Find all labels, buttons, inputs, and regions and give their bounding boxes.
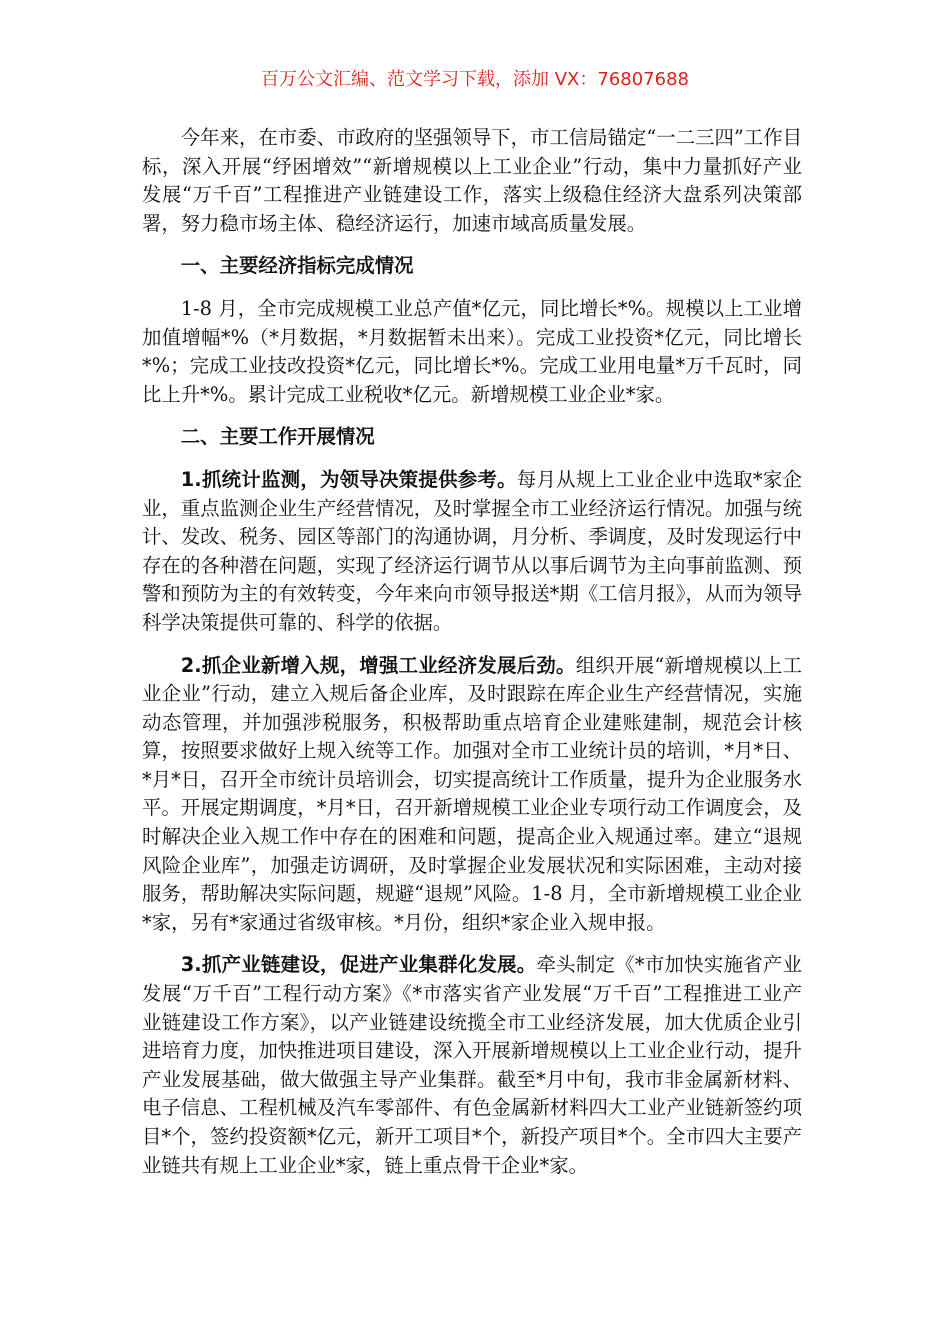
work-item-enterprise bbox=[142, 652, 802, 938]
work-item-lead: 2.抓企业新增入规，增强工业经济发展后劲。 bbox=[180, 653, 576, 677]
work-item-text: 每月从规上工业企业中选取*家企业，重点监测企业生产经营情况，及时掌握全市工业经济运行情况。加强与统计、发改、税务、园区等部门的沟通协调，月分析、季调度，及时发现运行中存在的各种潜在问题，实现了经济运行调节从以事后调节为主向事前监测、预警和预防为主的有效转变，今年来向市领导报送*期《工信月报》，从而为领导科学决策提供可靠的、科学的依据。 bbox=[142, 467, 802, 634]
work-item-text: 牵头制定《*市加快实施省产业发展“万千百”工程行动方案》《*市落实省产业发展“万千百”工程推进工业产业链建设工作方案》，以产业链建设统揽全市工业经济发展，加大优质企业引进培育力度，加快推进项目建设，深入开展新增规模以上工业企业行动，提升产业发展基础，做大做强主导产业集群。截至*月中旬，我市非金属新材料、电子信息、工程机械及汽车零部件、有色金属新材料四大工业产业链新签约项目*个，签约投资额*亿元，新开工项目*个，新投产项目*个。全市四大主要产业链共有规上工业企业*家，链上重点骨干企业*家。 bbox=[142, 953, 802, 1177]
document-body bbox=[142, 124, 802, 1194]
work-item-industry-chain bbox=[142, 951, 802, 1180]
section-heading-indicators: 一、主要经济指标完成情况 bbox=[180, 254, 414, 278]
section-heading-work: 二、主要工作开展情况 bbox=[180, 425, 375, 449]
intro-paragraph: 今年来，在市委、市政府的坚强领导下，市工信局锚定“一二三四”工作目标，深入开展“纾困增效”“新增规模以上工业企业”行动，集中力量抓好产业发展“万千百”工程推进产业链建设工作，落实上级稳住经济大盘系列决策部署，努力稳市场主体、稳经济运行，加速市域高质量发展。 bbox=[142, 126, 802, 235]
indicators-paragraph: 1-8 月，全市完成规模工业总产值*亿元，同比增长*%。规模以上工业增加值增幅*%（*月数据，*月数据暂未出来）。完成工业投资*亿元，同比增长*%；完成工业技改投资*亿元，同比增长*%。完成工业用电量*万千瓦时，同比上升*%。累计完成工业税收*亿元。新增规模工业企业*家。 bbox=[142, 296, 802, 406]
work-item-lead: 3.抓产业链建设，促进产业集群化发展。 bbox=[180, 953, 537, 977]
promo-banner: 百万公文汇编、范文学习下载，添加 VX：76807688 bbox=[261, 69, 689, 90]
work-item-text: 组织开展“新增规模以上工业企业”行动，建立入规后备企业库，及时跟踪在库企业生产经营情况，实施动态管理，并加强涉税服务，积极帮助重点培育企业建账建制，规范会计核算，按照要求做好上规入统等工作。加强对全市工业统计员的培训，*月*日、*月*日，召开全市统计员培训会，切实提高统计工作质量，提升为企业服务水平。开展定期调度，*月*日，召开新增规模工业企业专项行动工作调度会，及时解决企业入规工作中存在的困难和问题，提高企业入规通过率。建立“退规风险企业库”，加强走访调研，及时掌握企业发展状况和实际困难，主动对接服务，帮助解决实际问题，规避“退规”风险。1-8 月，全市新增规模工业企业*家，另有*家通过省级审核。*月份，组织*家企业入规申报。 bbox=[142, 653, 803, 934]
work-item-statistics bbox=[142, 466, 802, 638]
work-item-lead: 1.抓统计监测，为领导决策提供参考。 bbox=[180, 467, 517, 491]
